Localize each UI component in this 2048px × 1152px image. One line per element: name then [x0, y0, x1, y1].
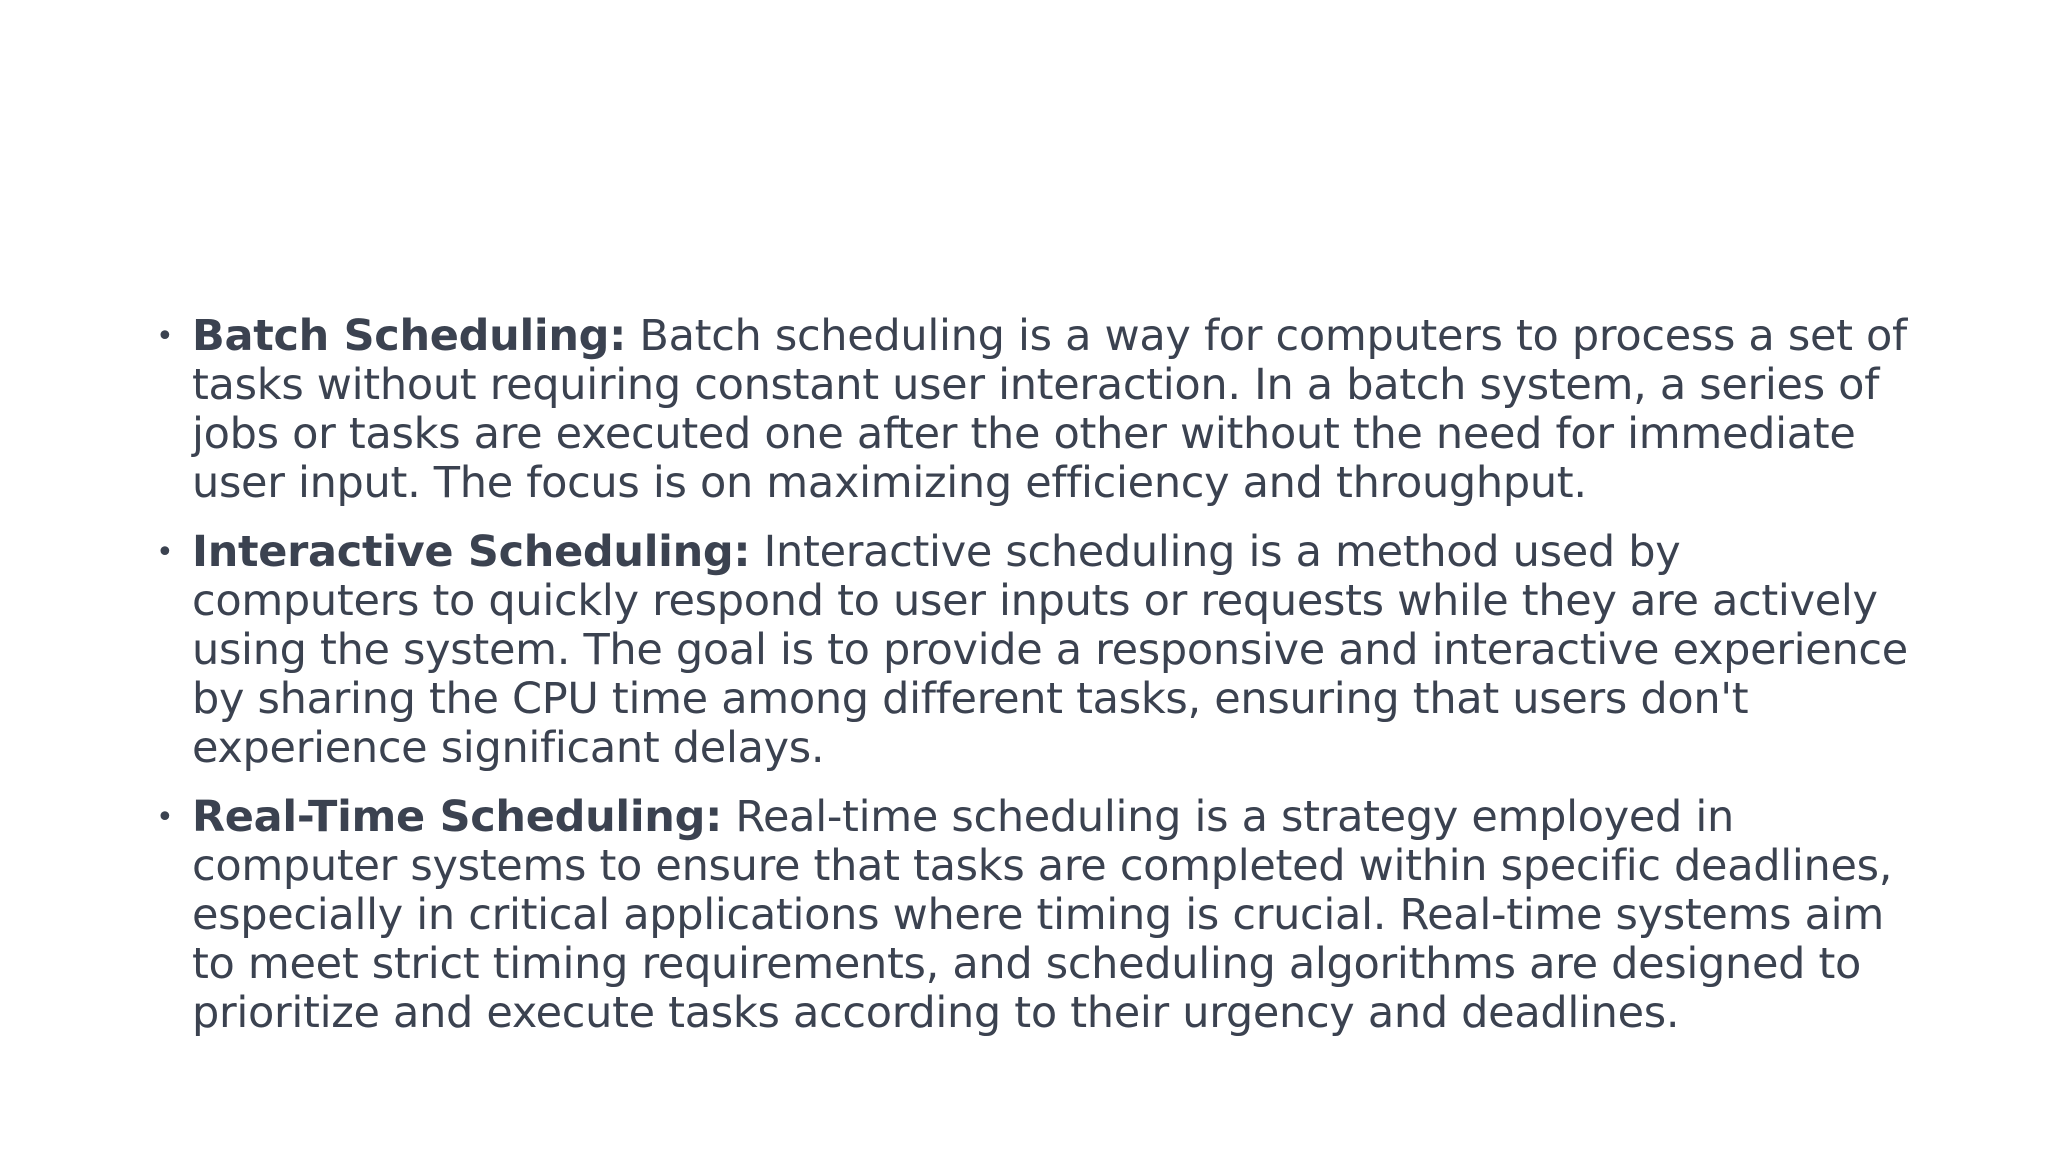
bullet-icon: •	[156, 800, 174, 835]
bullet-term: Batch Scheduling:	[192, 311, 627, 361]
bullet-icon: •	[156, 319, 174, 354]
bullet-item-interactive-scheduling	[152, 528, 1912, 773]
bullet-icon: •	[156, 535, 174, 570]
bullet-term: Interactive Scheduling:	[192, 527, 751, 577]
bullet-term: Real-Time Scheduling:	[192, 792, 722, 842]
bullet-text: Interactive scheduling is a method used by computers to quickly respond to user inputs or requests while they are actively using the system. The goal is to provide a responsive and interactive experience by sharing the CPU time among different tasks, ensuring that users don't experience significant delays.	[192, 527, 1908, 773]
bullet-item-batch-scheduling	[152, 312, 1912, 508]
bullet-text: Batch scheduling is a way for computers to process a set of tasks without requiring constant user interaction. In a batch system, a series of jobs or tasks are executed one after the other without the need for immediate user input. The focus is on maximizing efficiency and throughput.	[192, 311, 1907, 508]
bullet-text: Real-time scheduling is a strategy employed in computer systems to ensure that tasks are completed within specific deadlines, especially in critical applications where timing is crucial. Real-time systems aim to meet strict timing requirements, and scheduling algorithms are designed to prioritize and execute tasks according to their urgency and deadlines.	[192, 792, 1893, 1038]
bullet-list	[152, 312, 1912, 1058]
bullet-item-real-time-scheduling	[152, 793, 1912, 1038]
